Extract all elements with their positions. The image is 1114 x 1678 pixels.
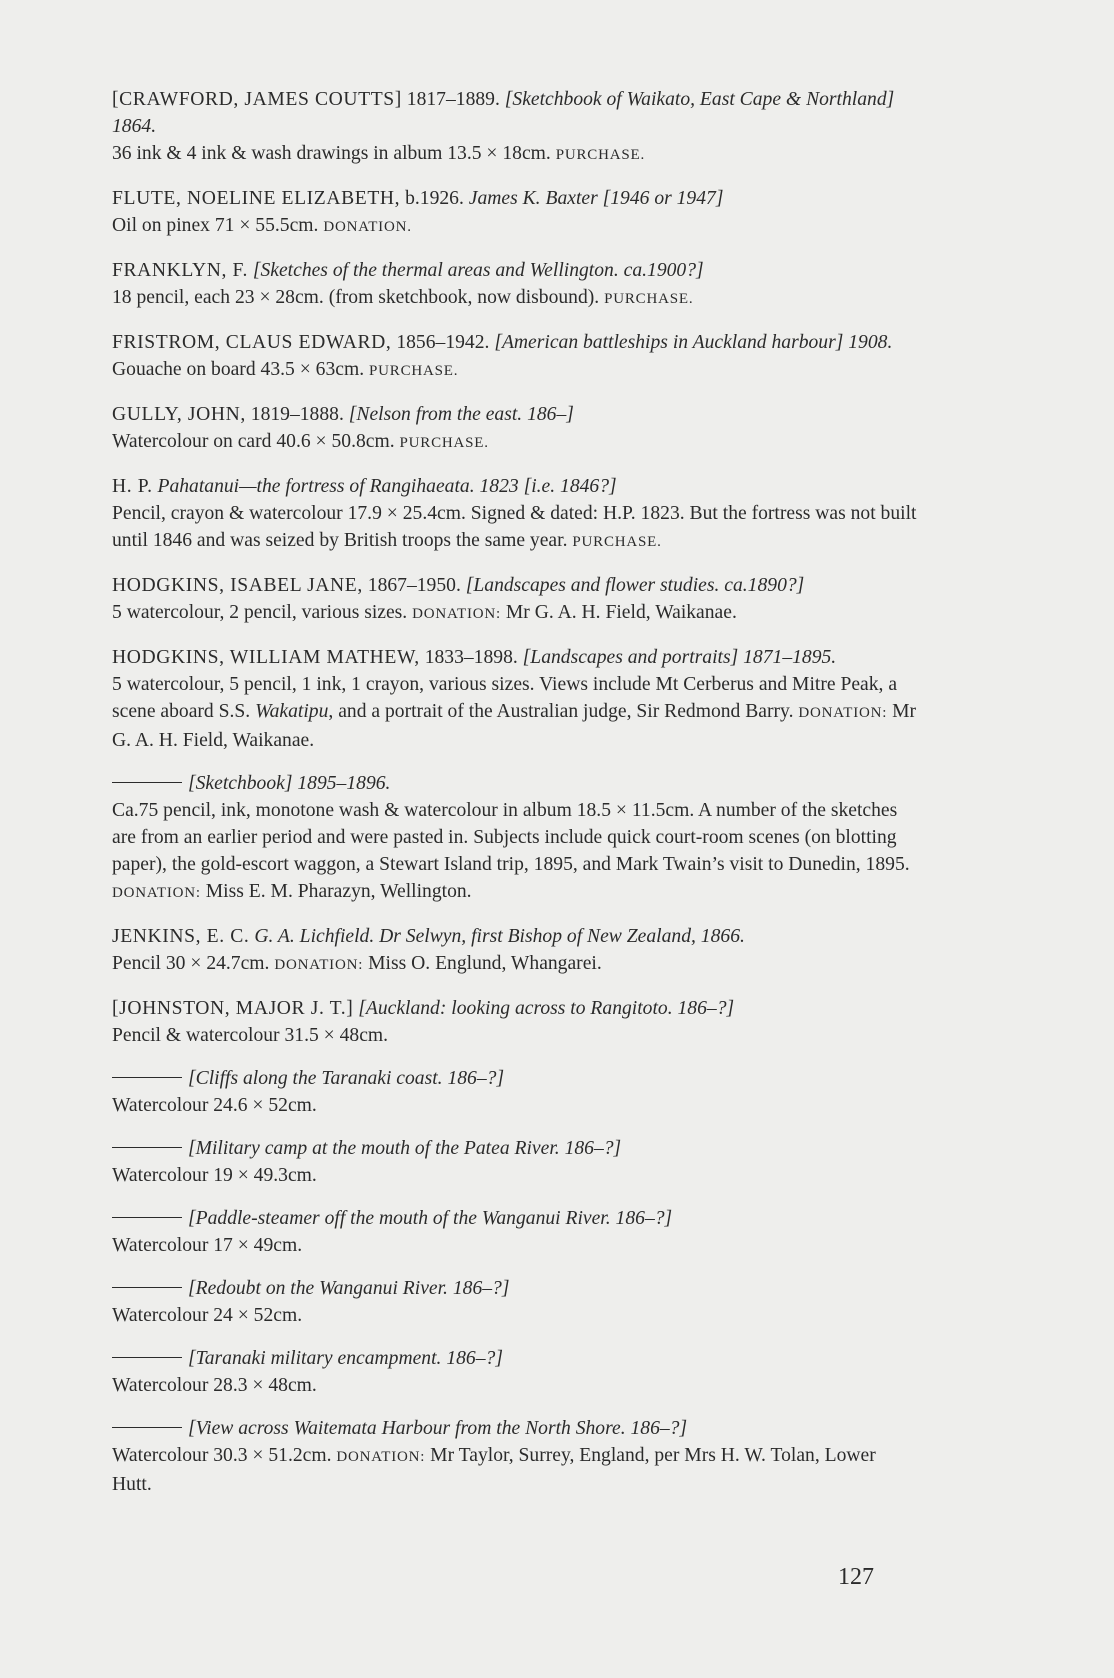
artist-name: JENKINS, E. C.	[112, 926, 250, 947]
artist-name: FRISTROM, CLAUS EDWARD,	[112, 332, 392, 353]
page-number: 127	[838, 1564, 874, 1590]
donor: Miss O. Englund, Whangarei.	[363, 953, 602, 974]
catalogue-entry	[112, 1275, 920, 1329]
catalogue-entry	[112, 329, 920, 385]
work-title: [Sketchbook] 1895–1896.	[188, 773, 391, 794]
work-description: Oil on pinex 71 × 55.5cm.	[112, 215, 324, 236]
donor: Mr G. A. H. Field, Waikanae.	[500, 602, 737, 623]
catalogue-entry	[112, 185, 920, 241]
acquisition-source: DONATION:	[412, 606, 501, 622]
work-title: [Landscapes and portraits] 1871–1895.	[522, 647, 837, 668]
artist-dates: 1867–1950.	[362, 575, 466, 596]
acquisition-source: DONATION.	[323, 219, 412, 235]
work-description: Watercolour 28.3 × 48cm.	[112, 1375, 317, 1396]
work-title: [Sketchbook of Waikato, East Cape & Northland] 1864.	[112, 89, 895, 137]
ditto-dash	[112, 1147, 182, 1148]
work-title: James K. Baxter [1946 or 1947]	[468, 188, 724, 209]
artist-name: H. P.	[112, 476, 153, 497]
work-title: [Redoubt on the Wanganui River. 186–?]	[188, 1278, 510, 1299]
catalogue-entry	[112, 995, 920, 1049]
catalogue-entry	[112, 1135, 920, 1189]
donor: Miss E. M. Pharazyn, Wellington.	[200, 881, 472, 902]
work-title: [Paddle-steamer off the mouth of the Wanganui River. 186–?]	[188, 1208, 673, 1229]
work-description: Watercolour 24.6 × 52cm.	[112, 1095, 317, 1116]
acquisition-source: DONATION:	[336, 1449, 426, 1465]
catalogue-entry	[112, 257, 920, 313]
work-title: [Nelson from the east. 186–]	[348, 404, 574, 425]
catalogue-entry	[112, 1205, 920, 1259]
work-title: [Military camp at the mouth of the Patea River. 186–?]	[188, 1138, 622, 1159]
acquisition-source: PURCHASE.	[572, 534, 662, 550]
work-title: Pahatanui—the fortress of Rangihaeata. 1823 [i.e. 1846?]	[157, 476, 617, 497]
catalogue-entry	[112, 572, 920, 628]
catalogue-entry	[112, 644, 920, 754]
work-title: [Cliffs along the Taranaki coast. 186–?]	[188, 1068, 505, 1089]
ditto-dash	[112, 1427, 182, 1428]
work-title: G. A. Lichfield. Dr Selwyn, first Bishop of New Zealand, 1866.	[254, 926, 745, 947]
work-description: Watercolour 17 × 49cm.	[112, 1235, 303, 1256]
work-description: 36 ink & 4 ink & wash drawings in album 13.5 × 18cm.	[112, 143, 556, 164]
work-description: Gouache on board 43.5 × 63cm.	[112, 359, 369, 380]
ditto-dash	[112, 782, 182, 783]
work-description: 5 watercolour, 5 pencil, 1 ink, 1 crayon, various sizes. Views include Mt Cerberus and Mitre Peak, a scene aboard S.S.	[112, 674, 898, 722]
work-description: Watercolour on card 40.6 × 50.8cm.	[112, 431, 400, 452]
work-title: [American battleships in Auckland harbour] 1908.	[494, 332, 893, 353]
ditto-dash	[112, 1357, 182, 1358]
artist-dates: b.1926.	[400, 188, 469, 209]
artist-name: HODGKINS, WILLIAM MATHEW,	[112, 647, 420, 668]
acquisition-source: PURCHASE.	[399, 435, 489, 451]
acquisition-source: DONATION:	[798, 705, 888, 721]
work-description-cont: , and a portrait of the Australian judge, Sir Redmond Barry.	[328, 701, 799, 722]
artist-name: [CRAWFORD, JAMES COUTTS]	[112, 89, 402, 110]
acquisition-source: PURCHASE.	[555, 147, 646, 163]
artist-dates: 1856–1942.	[391, 332, 495, 353]
work-title: [Landscapes and flower studies. ca.1890?]	[465, 575, 805, 596]
ditto-dash	[112, 1217, 182, 1218]
artist-dates: 1819–1888.	[245, 404, 349, 425]
work-description: Ca.75 pencil, ink, monotone wash & watercolour in album 18.5 × 11.5cm. A number of the sketches are from an earlier period and were pasted in. Subjects include quick court-room scenes (on blotting paper), the gold-escort waggon, a Stewart Island trip, 1895, and Mark Twain’s visit to Dunedin, 1895.	[112, 800, 910, 875]
work-title: [Auckland: looking across to Rangitoto. 186–?]	[358, 998, 735, 1019]
work-title: [Sketches of the thermal areas and Wellington. ca.1900?]	[252, 260, 704, 281]
catalogue-entry	[112, 473, 920, 556]
acquisition-source: DONATION:	[274, 957, 364, 973]
acquisition-source: PURCHASE.	[369, 363, 459, 379]
catalogue-entry	[112, 1345, 920, 1399]
donor: Mr G. A. H. Field, Waikanae.	[112, 701, 917, 751]
work-description: Watercolour 19 × 49.3cm.	[112, 1165, 317, 1186]
artist-name: FRANKLYN, F.	[112, 260, 248, 281]
acquisition-source: DONATION:	[112, 885, 201, 901]
acquisition-source: PURCHASE.	[604, 291, 694, 307]
catalogue-entry	[112, 401, 920, 457]
artist-name: FLUTE, NOELINE ELIZABETH,	[112, 188, 401, 209]
work-description: Watercolour 24 × 52cm.	[112, 1305, 303, 1326]
ditto-dash	[112, 1287, 182, 1288]
ditto-dash	[112, 1077, 182, 1078]
work-description: Pencil & watercolour 31.5 × 48cm.	[112, 1025, 389, 1046]
ship-name: Wakatipu	[255, 701, 329, 722]
work-description: Watercolour 30.3 × 51.2cm.	[112, 1445, 337, 1466]
work-title: [Taranaki military encampment. 186–?]	[188, 1348, 503, 1369]
work-description: Pencil, crayon & watercolour 17.9 × 25.4cm. Signed & dated: H.P. 1823. But the fortress was not built until 1846 and was seized by British troops the same year.	[112, 503, 917, 551]
entry-list	[112, 86, 920, 1514]
artist-name: HODGKINS, ISABEL JANE,	[112, 575, 363, 596]
work-description: 18 pencil, each 23 × 28cm. (from sketchbook, now disbound).	[112, 287, 605, 308]
artist-name: [JOHNSTON, MAJOR J. T.]	[112, 998, 354, 1019]
catalogue-entry	[112, 770, 920, 907]
artist-name: GULLY, JOHN,	[112, 404, 246, 425]
catalogue-entry	[112, 923, 920, 979]
catalogue-entry	[112, 1065, 920, 1119]
artist-dates: 1817–1889.	[401, 89, 505, 110]
artist-dates: 1833–1898.	[419, 647, 523, 668]
work-description: Pencil 30 × 24.7cm.	[112, 953, 275, 974]
work-title: [View across Waitemata Harbour from the North Shore. 186–?]	[188, 1418, 688, 1439]
work-description: 5 watercolour, 2 pencil, various sizes.	[112, 602, 413, 623]
catalogue-entry	[112, 86, 920, 169]
catalogue-entry	[112, 1415, 920, 1498]
donor: Mr Taylor, Surrey, England, per Mrs H. W. Tolan, Lower Hutt.	[112, 1445, 876, 1495]
